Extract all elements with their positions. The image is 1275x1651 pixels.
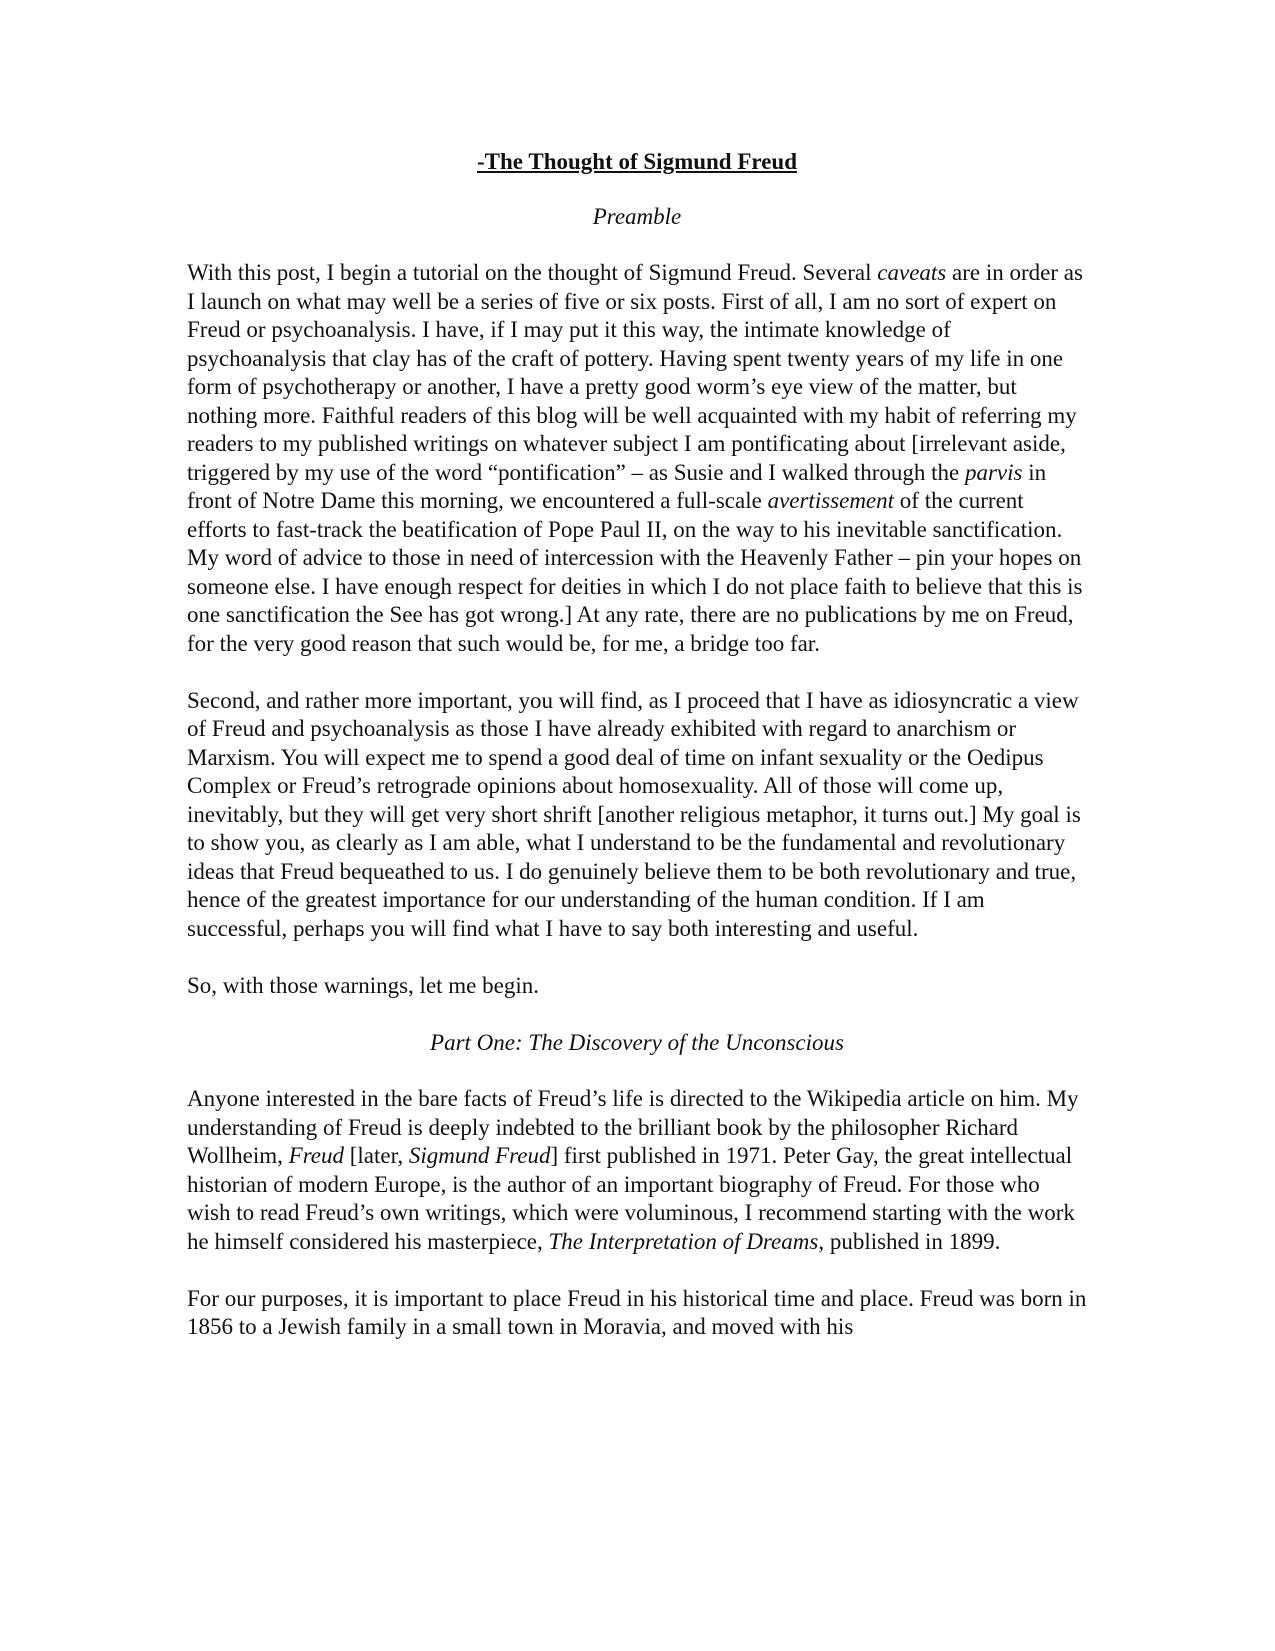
paragraph-4-italic-freud: Freud bbox=[288, 1143, 344, 1168]
paragraph-4-text-2: [later, bbox=[344, 1143, 409, 1168]
paragraph-4 bbox=[187, 1085, 1087, 1256]
paragraph-4-text-1: Anyone interested in the bare facts of Freud’s life is directed to the Wikipedia article on him. My understanding of Freud is deeply indebted to the brilliant book by the philosopher Richard Wollheim, bbox=[187, 1086, 1079, 1168]
paragraph-1-text-3: in front of Notre Dame this morning, we encountered a full-scale bbox=[187, 459, 1047, 513]
paragraph-1-text-2: are in order as I launch on what may well be a series of five or six posts. First of all, I am no sort of expert on Freud or psychoanalysis. I have, if I may put it this way, the intimate knowledge of psychoanalysis that clay has of the craft of pottery. Having spent twenty years of my life in one form of psychotherapy or another, I have a pretty good worm’s eye view of the matter, but nothing more. Faithful readers of this blog will be well acquainted with my habit of referring my readers to my published writings on whatever subject I am pontificating about [irrelevant aside, triggered by my use of the word “pontification” – as Susie and I walked through the bbox=[187, 260, 1083, 485]
paragraph-1-italic-parvis: parvis bbox=[964, 459, 1023, 485]
paragraph-4-italic-sigmund-freud: Sigmund Freud bbox=[408, 1143, 551, 1168]
preamble-heading: Preamble bbox=[592, 203, 682, 229]
paragraph-4-italic-interpretation-of-dreams: The Interpretation of Dreams bbox=[548, 1228, 819, 1254]
paragraph-1 bbox=[187, 259, 1087, 658]
paragraph-2: Second, and rather more important, you will find, as I proceed that I have as idiosyncratic a view of Freud and psychoanalysis as those I have already exhibited with regard to anarchism or Marxism. You will expect me to spend a good deal of time on infant sexuality or the Oedipus Complex or Freud’s retrograde opinions about homosexuality. All of those will come up, inevitably, but they will get very short shrift [another religious metaphor, it turns out.] My goal is to show you, as clearly as I am able, what I understand to be the fundamental and revolutionary ideas that Freud bequeathed to us. I do genuinely believe them to be both revolutionary and true, hence of the greatest importance for our understanding of the human condition. If I am successful, perhaps you will find what I have to say both interesting and useful. bbox=[187, 687, 1081, 941]
paragraph-1-italic-avertissement: avertissement bbox=[767, 488, 895, 513]
document-body bbox=[187, 148, 1087, 1370]
paragraph-4-text-4: , published in 1899. bbox=[818, 1228, 1001, 1254]
paragraph-4-text-3: ] first published in 1971. Peter Gay, the great intellectual historian of modern Europe, is the author of an important biography of Freud. For those who wish to read Freud’s own writings, which were voluminous, I recommend starting with the work he himself considered his masterpiece, bbox=[187, 1143, 1075, 1254]
document-title: -The Thought of Sigmund Freud bbox=[477, 149, 797, 174]
paragraph-5: For our purposes, it is important to place Freud in his historical time and place. Freud was born in 1856 to a Jewish family in a small town in Moravia, and moved with his bbox=[187, 1285, 1087, 1339]
paragraph-1-italic-caveats: caveats bbox=[877, 260, 947, 285]
paragraph-1-text-1: With this post, I begin a tutorial on the thought of Sigmund Freud. Several bbox=[187, 260, 878, 285]
paragraph-3: So, with those warnings, let me begin. bbox=[187, 972, 539, 998]
part-one-heading: Part One: The Discovery of the Unconscious bbox=[430, 1029, 844, 1055]
paragraph-1-text-4: of the current efforts to fast-track the beatification of Pope Paul II, on the way to his inevitable sanctification. My word of advice to those in need of intercession with the Heavenly Father – pin your hopes on someone else. I have enough respect for deities in which I do not place faith to believe that this is one sanctification the See has got wrong.] At any rate, there are no publications by me on Freud, for the very good reason that such would be, for me, a bridge too far. bbox=[187, 488, 1083, 656]
